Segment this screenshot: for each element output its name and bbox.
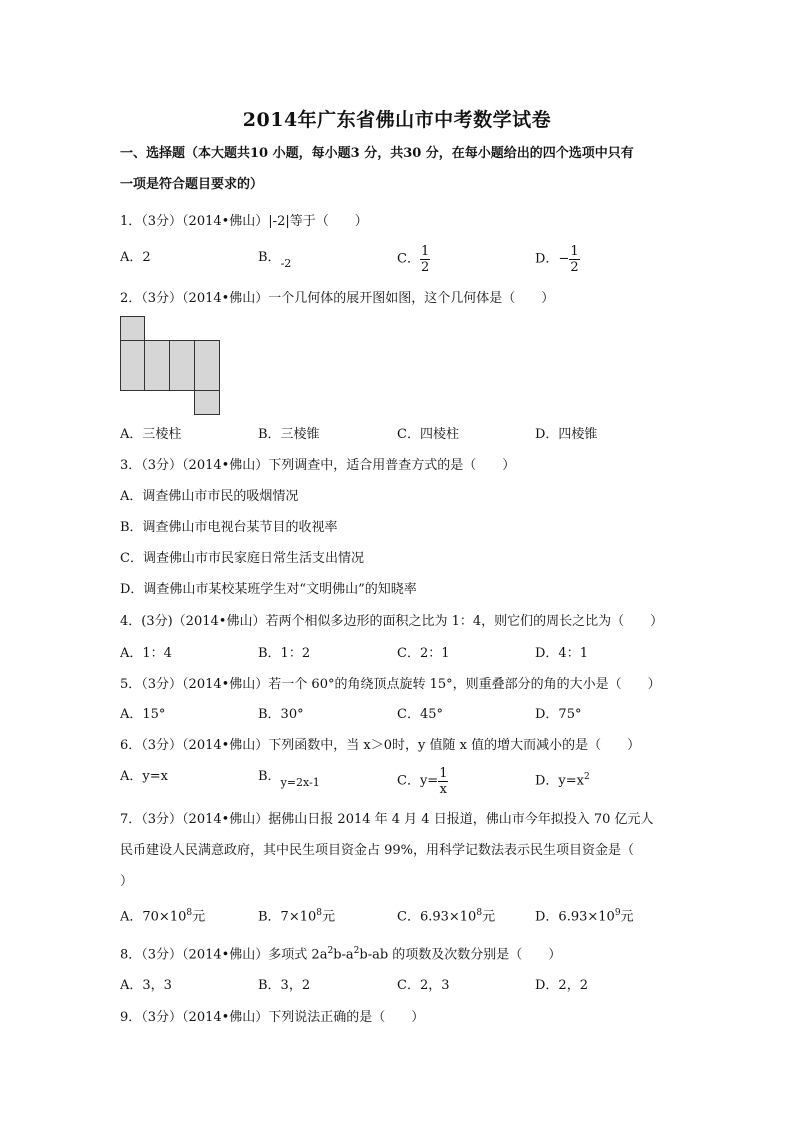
net-face [120,316,145,341]
q5-option-d: D．75° [535,707,582,722]
q1-option-a: A．2 [120,250,151,265]
q3-option-c: C．调查佛山市市民家庭日常生活支出情况 [120,551,364,566]
q3-option-d: D．调查佛山市某校某班学生对“文明佛山”的知晓率 [120,582,417,597]
q4-option-a: A．1：4 [120,646,172,661]
q8-option-a: A．3，3 [120,978,172,993]
q7-option-b: B．$7\times 10^8$元 [258,908,336,925]
q6-option-a: A．y=x [120,769,168,784]
q7-stem-line3: ） [120,874,134,889]
q8-option-d: D．2，2 [535,978,588,993]
q1-option-b: B．$_{-2}$ [258,250,292,270]
q3-option-a: A．调查佛山市市民的吸烟情况 [120,489,299,504]
q8-option-c: C．2，3 [397,978,450,993]
q2-option-b: B．三棱锥 [258,427,320,442]
q1-option-c: C． $\frac{1}{2}$ [397,244,430,275]
section-heading-line2: 一项是符合题目要求的） [120,177,264,192]
fraction: $\frac{1}{2}$ [420,244,430,275]
q2-stem: 2．（3分）（2014•佛山）一个几何体的展开图如图，这个几何体是（ ） [120,291,555,306]
q7-stem-line1: 7．（3分）（2014•佛山）据佛山日报 2014 年 4 月 4 日报道，佛山市今年拟投入 70 亿元人 [120,812,654,827]
q7-stem-line2: 民币建设人民满意政府，其中民生项目资金占 99%，用科学记数法表示民生项目资金是（ [120,843,635,858]
q6-stem: 6．（3分）（2014•佛山）下列函数中，当 x＞0时，y 值随 x 值的增大而减小的是（ ） [120,738,641,753]
fraction: $\frac{1}{x}$ [439,766,448,797]
solid-net-figure [120,316,220,416]
q7-option-a: A．$70\times 10^8$元 [120,908,206,925]
q1-stem: 1．（3分）（2014•佛山）|-2|等于（ ） [120,214,368,229]
q6-option-c: C．y= $\frac{1}{x}$ [397,766,448,797]
q5-stem: 5．（3分）（2014•佛山）若一个 60°的角绕顶点旋转 15°，则重叠部分的角的大小是（ ） [120,677,661,692]
q1-option-d: D．− $\frac{1}{2}$ [535,244,579,275]
net-face [120,340,145,391]
net-face [144,340,170,391]
net-face [194,340,220,391]
q4-option-d: D．4：1 [535,646,588,661]
q8-option-b: B．3，2 [258,978,311,993]
q3-stem: 3．（3分）（2014•佛山）下列调查中，适合用普查方式的是（ ） [120,458,516,473]
q4-stem: 4．(3分)（2014•佛山）若两个相似多边形的面积之比为 1：4，则它们的周长之比为（ ） [120,614,664,629]
page-title: 2014年广东省佛山市中考数学试卷 [242,109,552,131]
q4-option-c: C．2：1 [397,646,450,661]
fraction: $\frac{1}{2}$ [570,244,579,275]
q8-stem: 8．（3分）（2014•佛山）多项式 $2a^2b-a^2b-ab$ 的项数及次数分别是（ ） [120,946,562,963]
q4-option-b: B．1：2 [258,646,311,661]
q2-option-c: C．四棱柱 [397,427,459,442]
q7-option-d: D．$6.93\times 10^9$元 [535,908,634,925]
section-heading-line1: 一、选择题（本大题共10 小题，每小题3 分，共30 分，在每小题给出的四个选项中只有 [120,146,634,161]
q5-option-b: B．30° [258,707,304,722]
q6-option-b: B．$_{y=2x-1}$ [258,769,320,789]
net-face [194,390,220,415]
q2-option-a: A．三棱柱 [120,427,182,442]
q6-option-d: D．$y=x^2$ [535,772,590,789]
q5-option-c: C．45° [397,707,443,722]
q2-option-d: D．四棱锥 [535,427,598,442]
net-face [169,340,195,391]
q5-option-a: A．15° [120,707,166,722]
q7-option-c: C．$6.93\times 10^8$元 [397,908,496,925]
q3-option-b: B．调查佛山市电视台某节目的收视率 [120,520,338,535]
q9-stem: 9．（3分）（2014•佛山）下列说法正确的是（ ） [120,1010,425,1025]
